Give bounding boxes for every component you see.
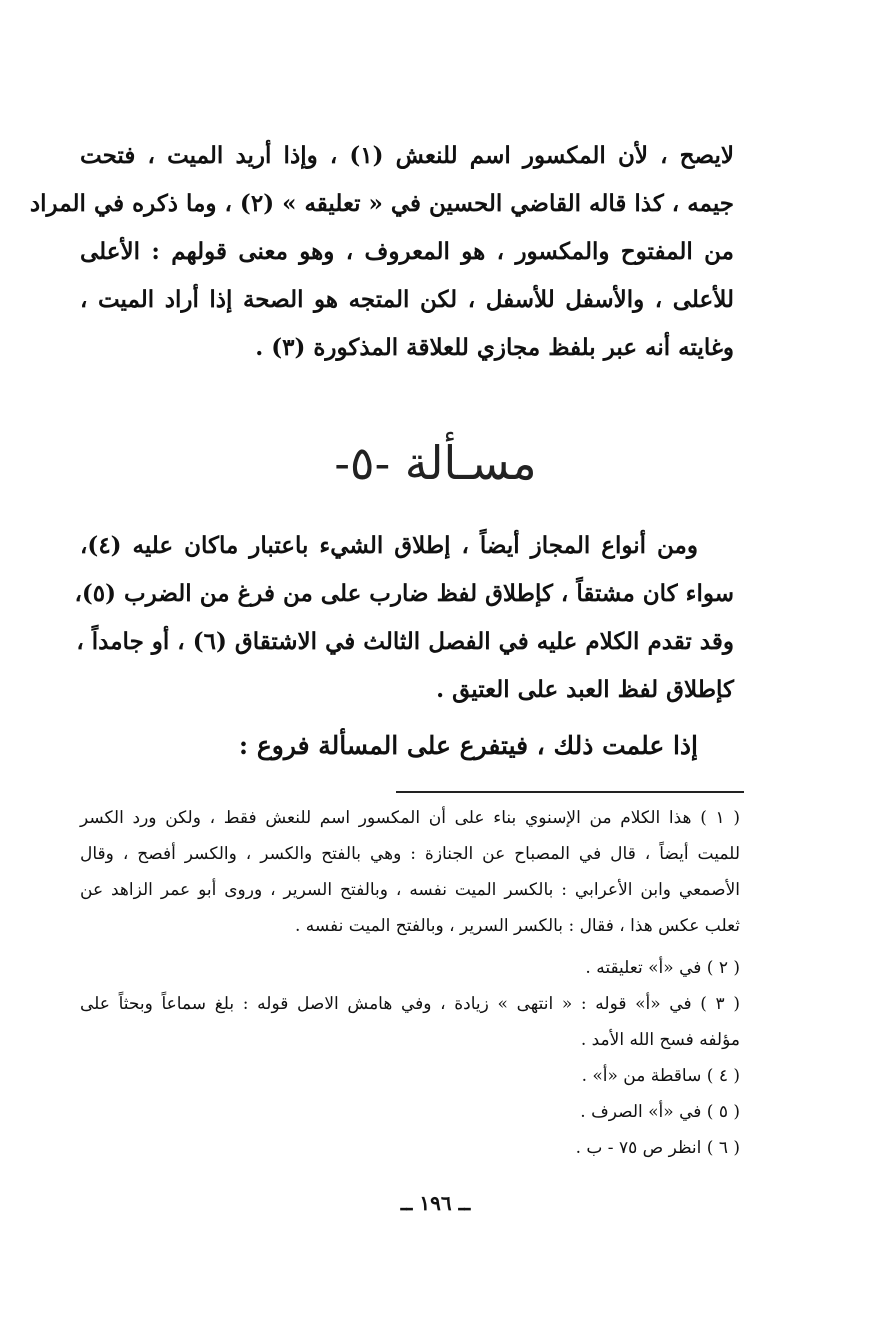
text-line: كإطلاق لفظ العبد على العتيق . (436, 676, 734, 703)
footnote-6: ( ٦ ) انظر ص ٧٥ - ب . (575, 1138, 740, 1158)
text-line: للأعلى ، والأسفل للأسفل ، لكن المتجه هو الصحة إذا أراد الميت ، (80, 286, 734, 313)
footnote-1-line: للميت أيضاً ، قال في المصباح عن الجنازة : وهي بالفتح والكسر ، والكسر أفصح ، وقال (80, 844, 740, 864)
conclusion-line: إذا علمت ذلك ، فيتفرع على المسألة فروع : (238, 731, 698, 760)
text-line: جيمه ، كذا قاله القاضي الحسين في « تعليقه » (٢) ، وما ذكره في المراد (29, 190, 734, 217)
footnote-3-line: ( ٣ ) في «أ» قوله : « انتهى » زيادة ، وفي هامش الاصل قوله : بلغ سماعاً وبحثاً على (80, 994, 740, 1014)
text-line: وغايته أنه عبر بلفظ مجازي للعلاقة المذكورة (٣) . (255, 334, 734, 361)
text-line: ومن أنواع المجاز أيضاً ، إطلاق الشيء باعتبار ماكان عليه (٤)، (80, 532, 698, 559)
middle-paragraph (74, 522, 734, 770)
upper-paragraph (29, 132, 734, 372)
page-number: ــ ١٩٦ ــ (400, 1191, 471, 1215)
footnote-2: ( ٢ ) في «أ» تعليقته . (585, 958, 740, 978)
text-line: سواء كان مشتقاً ، كإطلاق لفظ ضارب على من فرغ من الضرب (٥)، (74, 580, 734, 607)
text-line: لايصح ، لأن المكسور اسم للنعش (١) ، وإذا أريد الميت ، فتحت (80, 142, 734, 169)
footnote-1-line: الأصمعي وابن الأعرابي : بالكسر الميت نفسه ، وبالفتح السرير ، وروى أبو عمر الزاهد عن (80, 880, 740, 900)
footnotes (80, 800, 740, 1166)
text-line: من المفتوح والمكسور ، هو المعروف ، وهو معنى قولهم : الأعلى (80, 238, 734, 265)
footnote-separator (396, 791, 744, 793)
footnote-1-line: ( ١ ) هذا الكلام من الإسنوي بناء على أن المكسور اسم للنعش فقط ، ولكن ورد الكسر (80, 808, 740, 828)
footnote-4: ( ٤ ) ساقطة من «أ» . (581, 1066, 740, 1086)
footnote-1-line: ثعلب عكس هذا ، فقال : بالكسر السرير ، وبالفتح الميت نفسه . (294, 916, 740, 936)
footnote-3-line: مؤلفه فسح الله الأمد . (580, 1030, 740, 1050)
footnote-5: ( ٥ ) في «أ» الصرف . (580, 1102, 740, 1122)
text-line: وقد تقدم الكلام عليه في الفصل الثالث في الاشتقاق (٦) ، أو جامداً ، (76, 628, 734, 655)
section-heading: مسـألة -٥- (334, 436, 537, 490)
